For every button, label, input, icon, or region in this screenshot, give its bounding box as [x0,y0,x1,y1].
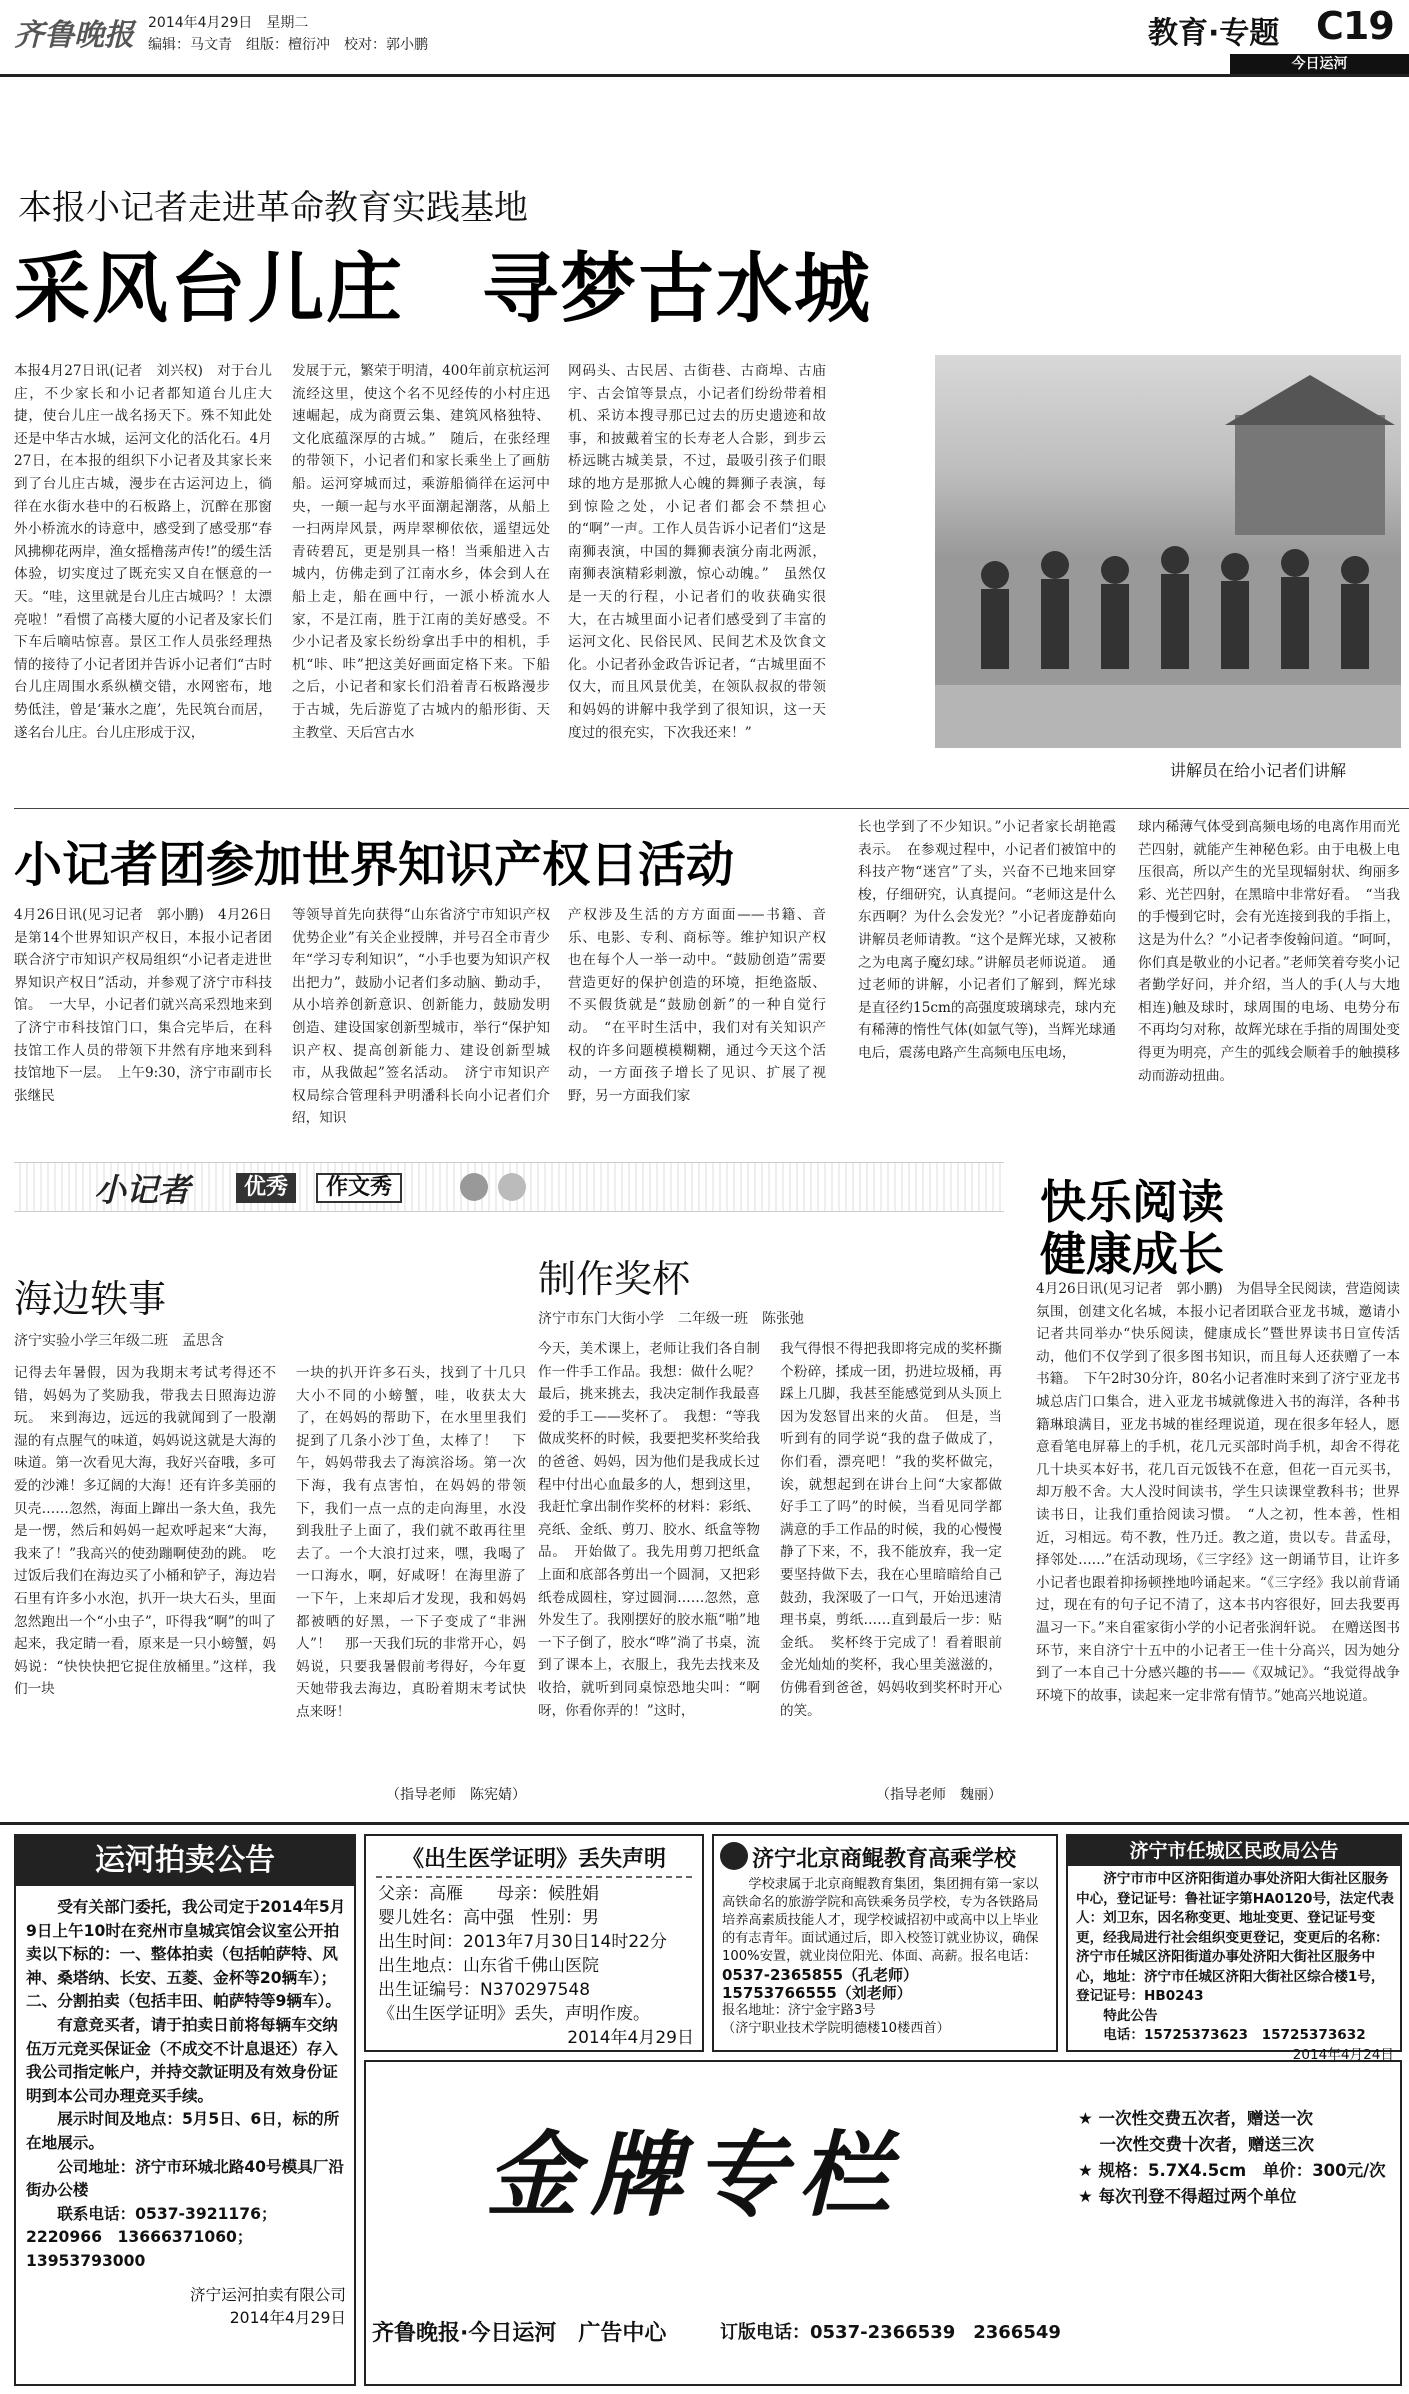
ad-auction-show: 展示时间及地点：5月5日、6日，标的所在地展示。 [26,2110,340,2152]
story1-col1: 本报4月27日讯(记者 刘兴权) 对于台儿庄，不少家长和小记者都知道台儿庄大捷，使台儿庄一战名扬天下。殊不知此处还是中华古水城，运河文化的活化石。4月27日，在本报的组织下小记者及其家长来到了台儿庄古城，漫步在古运河边上，徜徉在水街水巷中的石板路上，沉醉在那窗外小桥流水的诗意中，感受到了感受那“春风拂柳花两岸，渔女摇橹荡声传!”的缓生活体验，切实度过了既充实又自在惬意的一天。“哇，这里就是台儿庄古城吗？！太漂亮啦！”看惯了高楼大厦的小记者及家长们下车后嘀咕惊喜。景区工作人员张经理热情的接待了小记者团并告诉小记者们“古时台儿庄周围水系纵横交错，水网密布，地势低洼，曾是‘蒹水之鹿’，先民筑台而居，遂名台儿庄。台儿庄形成于汉， [14,363,272,741]
ad-civil-body: 济宁市市中区济阳街道办事处济阳大街社区服务中心，登记证号：鲁社证字第HA0120号，法定代表人：刘卫东，因名称变更、地址变更、登记证号变更，经我局进行社会组织变更登记，变更后的名称：济宁市任城区济阳街道办事处济阳大街社区服务中心，地址：济宁市任城区济阳大街社区综合楼1号，登记证号：HB0243 [1076,1871,1395,2004]
story2-col1: 4月26日讯(见习记者 郭小鹏) 4月26日是第14个世界知识产权日，本报小记者团联合济宁市知识产权局组织“小记者走进世界知识产权日”活动，并参观了济宁市科技馆。 一大早，小记者们就兴高采烈地来到了济宁市科技馆门口，集合完毕后，在科技馆工作人员的带领下井然有序地来到科技馆地下一层。 上午9:30，济宁市副市长张继民 [14,907,272,1104]
ad-cert-divider [376,1876,692,1878]
masthead-rule [0,74,1409,77]
ad-school-address-detail: （济宁职业技术学院明德楼10楼西首） [722,2021,950,2036]
story2-col3: 产权涉及生活的方方面面——书籍、音乐、电影、专利、商标等。维护知识产权也在每个人一举一动中。“鼓励创造”需要营造更好的保护创造的环境，拒绝盗版、不买假货就是“鼓励创新”的一种自觉行动。 “在平时生活中，我们对有关知识产权的许多问题模模糊糊，通过今天这个活动，一方面孩子增长了见识、扩展了视野，另一方面我们家 [568,907,826,1104]
story3-body: 4月26日讯(见习记者 郭小鹏) 为倡导全民阅读，营造阅读氛围，创建文化名城，本报小记者团联合亚龙书城，邀请小记者共同举办“快乐阅读，健康成长”暨世界读书日宣传活动，他们不仅学到了很多图书知识，而且每人还获赠了一本书籍。 下午2时30分许，80名小记者准时来到了济宁亚龙书城总店门口集合，进入亚龙书城就像进入书的海洋，各种书籍琳琅满目，亚龙书城的崔经理说道，现在很多年轻人，愿意看笔电屏幕上的手机，花几元买部时尚手机，却舍不得花几十块买本好书，花几百元饭钱不在意，但花一百元买书，却万般不舍。大人没时间读书，学生只读课堂教科书；世界读书日，让我们重拾阅读习惯。 “人之初，性本善，性相近，习相远。苟不教，性乃迁。教之道，贵以专。昔孟母，择邻处……”在活动现场，《三字经》这一朗诵节目，让许多小记者也跟着抑扬顿挫地吟诵起来。“《三字经》我以前背诵过，现在有的句子记不清了，这本书内容很好，回去我要再温习一下。”来自霍家街小学的小记者张润轩说。 在赠送图书环节，来自济宁十五中的小记者王一佳十分高兴，因为她分到了一本自己十分感兴趣的书——《双城记》。“我觉得战争环境下的故事，读起来一定非常有情节。”她高兴地说道。 [1036,1281,1400,1704]
essay2-col2: 我气得恨不得把我即将完成的奖杯撕个粉碎，揉成一团，扔进垃圾桶，再踩上几脚，我甚至能感觉到从头顶上因为发怒冒出来的火苗。 但是，当听到有的同学说“我的盘子做成了，你们看，漂亮吧！”我的奖杯做完，诶，就想起到在讲台上问“大家都做好手工了吗”的时候，当看见同学都满意的手工作品的时候，我的心慢慢静了下来，不，我不能放弃，我一定要坚持做下去，我在心里暗暗给自己鼓劲，我深吸了一口气，开始迅速清理书桌，剪纸……直到最后一步：贴金纸。 奖杯终于完成了！看着眼前金光灿灿的奖杯，我心里美滋滋的，仿佛看到爸爸，妈妈收到奖杯时开心的笑。 [780,1341,1002,1719]
story1-kicker: 本报小记者走进革命教育实践基地 [18,188,528,228]
ad-cert-title: 《出生医学证明》丢失声明 [401,1847,666,1872]
ad-auction-company: 济宁运河拍卖有限公司 [190,2285,346,2304]
ad-civil-phone: 电话：15725373623 15725373632 [1103,2027,1366,2043]
ad-gold-limit: ★ 每次刊登不得超过两个单位 [1078,2187,1297,2206]
ad-gold-offer2: 一次性交费十次者，赠送三次 [1099,2135,1314,2154]
ad-cert-date: 2014年4月29日 [567,2028,694,2048]
essay-banner [14,1162,1004,1212]
newspaper-logo: 齐鲁晚报 [14,18,134,53]
date-line: 2014年4月29日 星期二 [148,15,309,31]
ad-cert-lost: 《出生医学证明》丢失，声明作废。 [378,2004,650,2024]
ad-civil-title: 济宁市任城区民政局公告 [1068,1836,1400,1866]
page-number: C19 [1316,4,1394,48]
ad-school-title: 济宁北京商鲲教育高乘学校 [752,1847,1017,1872]
story1-rule [14,808,1409,809]
ad-auction-bidders: 有意竞买者，请于拍卖日前将每辆车交纳伍万元竞买保证金（不成交不计息退还）存入我公司指定帐户，并持交款证明及有效身份证明到本公司办理竞买手续。 [26,2015,338,2105]
banner-cartoon-icon [454,1167,534,1209]
photo-illustration [935,355,1401,748]
essay1-col2: 一块的扒开许多石头，找到了十几只大小不同的小螃蟹，哇，收获太大了，在妈妈的帮助下，在水里里我们捉到了几条小沙丁鱼，太棒了！ 下午，妈妈带我去了海滨浴场。第一次下海，我有点害怕，在妈妈的带领下，我们一点一点的走向海里，水没到我肚子上面了，我们就不敢再往里去了。一个大浪打过来，嘿，我喝了一口海水，啊，好咸呀！在海里游了一下午，上来却后才发现，我和妈妈都被晒的好黑，一下子变成了“非洲人”！ 那一天我们玩的非常开心，妈妈说，只要我暑假前考得好，今年夏天她带我去海边，真盼着期末考试快点来呀！ [296,1365,526,1720]
ad-gold [364,2060,1402,2386]
ad-gold-title: 金牌专栏 [486,2121,903,2229]
banner-logo: 小记者 [94,1171,191,1209]
ad-auction-address: 公司地址：济宁市环城北路40号模具厂沿街办公楼 [26,2157,344,2200]
ad-gold-spec: ★ 规格：5.7X4.5cm 单价：300元/次 [1078,2161,1386,2180]
ad-school-phone1: 0537-2365855（孔老师） [722,1966,919,1984]
ad-cert-time: 出生时间：2013年7月30日14时22分 [378,1932,667,1952]
essay1-col1: 记得去年暑假，因为我期末考试考得还不错，妈妈为了奖励我，带我去日照海边游玩。 来到海边，远远的我就闻到了一股潮湿的有点腥气的味道，妈妈说这就是大海的味道。第一次看见大海，我好兴奋哦，多可爱的沙滩！多辽阔的大海！还有许多美丽的贝壳……忽然，海面上蹿出一条大鱼，我先是一愣，然后和妈妈一起欢呼起来“大海，我来了！”我高兴的使劲蹦啊使劲的跳。 吃过饭后我们在海边买了小桶和铲子，海边岩石里有许多小水泡，扒开一块大石头，里面忽然跑出一个“小虫子”，吓得我“啊”的叫了起来，我定睛一看，原来是一只小螃蟹，妈妈说：“快快快把它捉住放桶里。”这样，我们一块 [14,1365,276,1698]
ad-auction-intro: 受有关部门委托，我公司定于2014年5月9日上午10时在兖州市皇城宾馆会议室公开拍卖以下标的：一、整体拍卖（包括帕萨特、风神、桑塔纳、长安、五菱、金杯等20辆车）；二、分割拍卖（包括丰田、帕萨特等9辆车）。 [26,1898,346,2011]
ad-auction-date: 2014年4月29日 [229,2309,346,2328]
masthead [0,0,1409,70]
ad-school [712,1834,1058,2052]
ad-gold-footer-right: 订版电话：0537-2366539 2366549 [720,2322,1061,2343]
story2-col2: 等领导首先向获得“山东省济宁市知识产权优势企业”有关企业授牌，并号召全市青少年“学习专利知识”，“小手也要为知识产权出把力”，鼓励小记者们多动脑、勤动手，从小培养创新意识、创新能力，鼓励发明创造、建设国家创新型城市，举行“保护知识产权、提高创新能力、建设创新型城市，从我做起”签名活动。 济宁市知识产权局综合管理科尹明潘科长向小记者们介绍，知识 [292,907,550,1127]
story2-headline: 小记者团参加世界知识产权日活动 [14,837,735,893]
ad-cert [364,1834,704,2052]
story1-col2: 发展于元，繁荣于明清，400年前京杭运河流经这里，使这个名不见经传的小村庄迅速崛起，成为商贾云集、建筑风格独特、文化底蕴深厚的古城。” 随后，在张经理的带领下，小记者们和家长乘坐上了画舫船。运河穿城而过，乘游船徜徉在运河中央，一颠一起与水平面潮起潮落，从船上一扫两岸风景，两岸翠柳依依，遥望远处青砖碧瓦，更是别具一格！当乘船进入古城内，仿佛走到了江南水乡，体会到人在船上走，船在画中行，一派小桥流水人家，不是江南，胜于江南的美好感受。不少小记者及家长纷纷拿出手中的相机，手机“咔、咔”把这美好画面定格下来。下船之后，小记者和家长们沿着青石板路漫步于古城，先后游览了古城内的船形街、天主教堂、天后宫古水 [292,363,550,741]
ad-auction-phone: 联系电话：0537-3921176；2220966 13666371060；13953793000 [26,2204,277,2270]
ad-civil-date: 2014年4月24日 [1292,2046,1394,2063]
banner-tag-essay: 作文秀 [316,1173,402,1203]
ad-cert-place: 出生地点：山东省千佛山医院 [378,1956,599,1976]
ad-cert-baby: 婴儿姓名：高中强 性别：男 [378,1908,599,1928]
ad-school-address: 报名地址：济宁金宇路3号 [722,2003,876,2018]
section-subtitle: 今日运河 [1230,54,1409,74]
essay1-title: 海边轶事 [14,1277,167,1321]
photo-caption: 讲解员在给小记者们讲解 [1170,761,1347,780]
essay1-byline: 济宁实验小学三年级二班 孟思含 [14,1333,224,1349]
ad-school-body: 学校隶属于北京商鲲教育集团，集团拥有第一家以高铁命名的旅游学院和高铁乘务员学校，专为各铁路局培养高素质技能人才，现学校诚招初中或高中以上毕业的有志青年。面试通过后，即入校签订就业协议，确保100%安置，就业岗位阳光、体面、高薪。报名电话： [722,1877,1039,1964]
ads-top-rule [0,1822,1409,1825]
section-title: 教育·专题 [1148,16,1280,51]
ad-school-logo-icon [720,1842,748,1870]
ad-auction-title: 运河拍卖公告 [16,1836,354,1886]
ad-gold-offer1: ★ 一次性交费五次者，赠送一次 [1078,2109,1314,2128]
story3-headline-2: 健康成长 [1040,1227,1224,1281]
ad-auction [14,1834,356,2386]
essay2-col1: 今天，美术课上，老师让我们各自制作一件手工作品。我想：做什么呢？最后，挑来挑去，我决定制作我最喜爱的手工——奖杯了。 我想：“等我做成奖杯的时候，我要把奖杯奖给我的爸爸、妈妈，因为他们是我成长过程中付出心血最多的人，想到这里，我赶忙拿出制作奖杯的材料：彩纸、亮纸、金纸、剪刀、胶水、纸盒等物品。 开始做了。我先用剪刀把纸盒上面和底部各剪出一个圆洞，又把彩纸卷成圆柱，穿过圆洞……忽然，意外发生了。我刚摆好的胶水瓶“啪”地一下子倒了，胶水“哗”淌了书桌，流到了课本上，衣服上，我先去找来及收拾，就听到同桌惊恐地尖叫：“啊呀，你看你弄的！”这时， [538,1341,760,1719]
essay2-teacher: （指导老师 魏丽） [876,1787,1002,1803]
story2-col4: 长也学到了不少知识。”小记者家长胡艳霞表示。 在参观过程中，小记者们被馆中的科技产物“迷宫”了头，兴奋不已地来回穿梭，仔细研究，认真提问。“老师这是什么东西啊？为什么会发光？”小记者庞静茹向讲解员老师请教。“这个是辉光球，又被称之为电离子魔幻球。”讲解员老师说道。 通过老师的讲解，小记者们了解到，辉光球是直径约15cm的高强度玻璃球壳，球内充有稀薄的惰性气体(如氩气等)，当辉光球通电后，震荡电路产生高频电压电场， [858,819,1116,1061]
story1-col3: 网码头、古民居、古街巷、古商埠、古庙宇、古会馆等景点，小记者们纷纷带着相机、采访本搜寻那已过去的历史遗迹和故事，和披戴着宝的长寿老人合影，到步云桥远眺古城美景，不过，最吸引孩子们眼球的地方是那掀人心魄的舞狮子表演，每到惊险之处，小记者们都会不禁担心的“啊”一声。工作人员告诉小记者们“这是南狮表演，中国的舞狮表演分南北两派，南狮表演精彩刺激，惊心动魄。” 虽然仅是一天的行程，小记者们的收获确实很大，在古城里面小记者们感受到了丰富的运河文化、民俗民风、民间艺术及饮食文化。小记者孙金政告诉记者，“古城里面不仅大，而且风景优美，在领队叔叔的带领和妈妈的讲解中我学到了很知识，这一天度过的很充实，下次我还来！” [568,363,826,741]
ad-gold-footer-left: 齐鲁晚报·今日运河 广告中心 [372,2321,667,2346]
editors-line: 编辑：马文青 组版：檀衍冲 校对：郭小鹏 [148,37,428,53]
ad-cert-number: 出生证编号：N370297548 [378,1980,591,2000]
ad-school-phone2: 15753766555（刘老师） [722,1984,912,2002]
story1-headline: 采风台儿庄 寻梦古水城 [14,244,872,333]
essay1-teacher: （指导老师 陈宪婧） [386,1787,526,1803]
essay2-title: 制作奖杯 [538,1257,691,1301]
essay2-byline: 济宁市东门大街小学 二年级一班 陈张弛 [538,1311,804,1327]
ad-civil [1066,1834,1402,2063]
story1-photo [935,355,1401,748]
ad-civil-special: 特此公告 [1103,2007,1158,2024]
story3-headline-1: 快乐阅读 [1040,1175,1224,1229]
banner-tag-excellent: 优秀 [236,1173,296,1203]
ad-cert-parents: 父亲：高雁 母亲：候胜娟 [378,1884,599,1904]
story2-col5: 球内稀薄气体受到高频电场的电离作用而光芒四射，就能产生神秘色彩。由于电极上电压很高，所以产生的光呈现辐射状、绚丽多彩、光芒四射，在黑暗中非常好看。 “当我的手慢到它时，会有光连接到我的手指上，这是为什么？”小记者李俊翰问道。“呵呵，你们真是敬业的小记者。”老师笑着夸奖小记者勤学好问，并介绍，当人的手(人与大地相连)触及球时，球周围的电场、电势分布不再均匀对称，故辉光球在手指的周围处变得更为明亮，产生的弧线会顺着手的触摸移动而游动扭曲。 [1138,819,1400,1084]
